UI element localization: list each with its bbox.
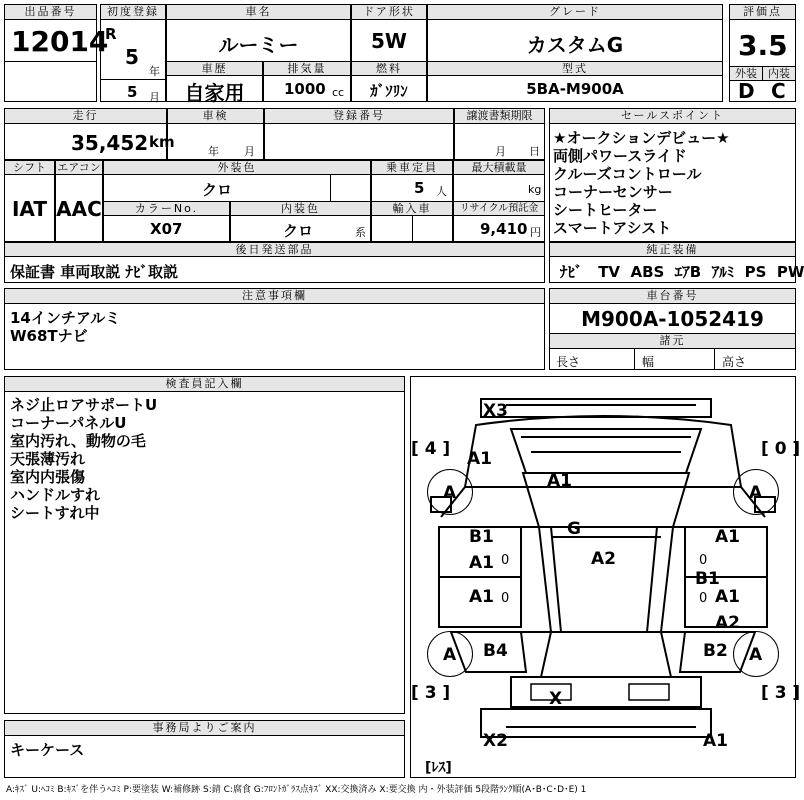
year-unit: 年 — [208, 145, 219, 158]
grade: カスタムG — [526, 33, 624, 57]
grade-box — [427, 4, 723, 62]
model-box — [427, 61, 723, 102]
month-unit: 月 — [244, 145, 255, 158]
yen-unit: 円 — [530, 226, 541, 239]
recycle-fee: 9,410 — [480, 220, 528, 238]
mark-door-fr: A1 — [715, 527, 740, 547]
tire-rear-left: [ 3 ] — [411, 683, 451, 703]
equipment-item: ﾅﾋﾞ — [560, 263, 583, 281]
mark-roof: G — [567, 519, 581, 539]
reg-month: 5 — [127, 83, 138, 101]
color-no-box — [103, 201, 230, 242]
history-label: 車歴 — [166, 61, 263, 76]
capacity-box — [371, 160, 453, 202]
score-value: 3.5 — [738, 29, 788, 62]
mark-door-fl-b: B1 — [469, 527, 494, 547]
exterior-grade: D — [738, 79, 755, 103]
model-code: 5BA-M900A — [526, 80, 624, 98]
inspector-line: シートすれ中 — [10, 504, 100, 522]
history: 自家用 — [184, 81, 245, 105]
transfer-box — [454, 108, 545, 160]
divider — [330, 175, 331, 202]
notes-box — [4, 288, 545, 370]
shift: IAT — [11, 197, 47, 221]
reg-year: 5 — [125, 45, 139, 69]
mileage-box — [4, 108, 175, 160]
divider — [412, 216, 413, 242]
inspector-box — [4, 376, 405, 714]
aircon-label: エアコン — [55, 160, 103, 175]
sales-point: 両側パワースライド — [553, 147, 687, 165]
car-diagram — [410, 376, 801, 778]
inspector-line: 室内汚れ、動物の毛 — [10, 432, 146, 450]
grade-label: グレード — [427, 4, 723, 20]
chassis-label: 車台番号 — [549, 288, 796, 304]
capacity-label: 乗車定員 — [371, 160, 453, 175]
mark-roof-rear: A2 — [591, 549, 616, 569]
import-label: 輸入車 — [371, 201, 453, 216]
mark-zero: 0 — [699, 591, 708, 606]
mark-door-rr: A1 — [715, 587, 740, 607]
aircon: AAC — [56, 197, 102, 221]
tire-front-left: [ 4 ] — [411, 439, 451, 459]
sales-point: スマートアシスト — [553, 219, 672, 237]
reg-no-box — [264, 108, 454, 160]
shift-box — [4, 160, 55, 242]
chassis-box — [549, 288, 796, 370]
inspector-lines — [10, 396, 157, 522]
interior-label: 内装 — [762, 66, 796, 81]
specs-label: 諸元 — [549, 333, 796, 349]
score-label: 評価点 — [729, 4, 796, 20]
recycle-label: リサイクル預託金 — [453, 201, 545, 216]
history-box — [166, 61, 263, 105]
door-box — [351, 4, 427, 62]
inspector-line: コーナーパネルU — [10, 414, 127, 432]
inspector-line: ネジ止ロアサポートU — [10, 396, 158, 414]
mark-door-rl: A1 — [469, 587, 494, 607]
divider — [714, 349, 715, 369]
width-label: 幅 — [642, 355, 655, 369]
height-label: 高さ — [722, 355, 747, 369]
mark-fender-left: A1 — [467, 449, 492, 469]
note-line: W68Tナビ — [10, 327, 88, 345]
fuel-label: 燃料 — [351, 61, 427, 76]
mark-wheel-fl: A — [443, 483, 457, 503]
max-load-label: 最大積載量 — [453, 160, 545, 175]
door-label: ドア形状 — [351, 4, 427, 20]
mark-hood: A1 — [547, 471, 572, 491]
inspector-label: 検査員記入欄 — [4, 376, 405, 392]
km-unit: km — [149, 133, 175, 151]
divider — [101, 79, 165, 80]
chassis-number: M900A-1052419 — [581, 307, 764, 331]
later-parts-box — [4, 242, 545, 283]
later-parts: 保証書 車両取説 ﾅﾋﾞ取説 — [10, 263, 178, 281]
legend: A:ｷｽﾞ U:ﾍｺﾐ B:ｷｽﾞを伴うﾍｺﾐ P:要塗装 W:補修跡 S:錆 C:腐食 G:ﾌﾛﾝﾄｶﾞﾗｽ点ｷｽﾞ XX:交換済み X:要交換 内・外装評価 5段階ﾗﾝｸ順(A･B･C･D･E) 1 — [6, 785, 587, 795]
note-line: 14インチアルミ — [10, 309, 121, 327]
int-color-label: 内装色 — [230, 201, 371, 216]
import-box — [371, 201, 453, 242]
door-type: 5W — [371, 29, 407, 53]
kg-unit: kg — [528, 183, 542, 196]
month-unit: 月 — [149, 91, 160, 104]
score-box — [729, 4, 796, 102]
first-reg-box — [100, 4, 166, 102]
equipment-item: PW — [776, 263, 804, 281]
mark-door-fl-a: A1 — [469, 553, 494, 573]
lot-number: 12014 — [11, 25, 109, 58]
inspection-box — [167, 108, 264, 160]
equipment-label: 純正装備 — [549, 242, 796, 257]
ext-color-label: 外装色 — [103, 160, 371, 175]
shift-label: シフト — [4, 160, 55, 175]
month-unit: 月 — [495, 145, 506, 158]
exterior-label: 外装 — [729, 66, 763, 81]
color-no: X07 — [150, 220, 183, 238]
cc-unit: cc — [332, 86, 345, 99]
divider — [4, 61, 97, 62]
fuel: ｶﾞｿﾘﾝ — [370, 82, 408, 100]
car-outline — [411, 377, 795, 777]
mark-pillar-right: B1 — [695, 569, 720, 589]
notes-lines — [10, 309, 120, 345]
office-note: キーケース — [10, 741, 85, 759]
mark-zero: 0 — [501, 591, 510, 606]
ext-color-box — [103, 160, 371, 202]
divider — [634, 349, 635, 369]
era: R — [105, 25, 117, 43]
mark-zero: 0 — [699, 553, 708, 568]
equipment-item: PS — [744, 263, 767, 281]
sales-points-label: セールスポイント — [549, 108, 796, 124]
lot-box — [4, 4, 109, 102]
sales-point: コーナーセンサー — [553, 183, 673, 201]
later-parts-label: 後日発送部品 — [4, 242, 545, 257]
person-unit: 人 — [436, 185, 447, 198]
mark-zero: 0 — [501, 553, 510, 568]
spare-tire: [ﾚｽ] — [425, 760, 452, 776]
mark-wheel-rr: A — [749, 645, 763, 665]
inspection-label: 車検 — [167, 108, 264, 124]
int-color-box — [230, 201, 371, 242]
sales-point: シートヒーター — [553, 201, 658, 219]
car-name-label: 車名 — [166, 4, 351, 20]
sales-points-list — [553, 129, 730, 237]
color-suffix: 系 — [355, 226, 366, 239]
mark-wheel-fr: A — [749, 483, 763, 503]
capacity: 5 — [414, 179, 425, 197]
inspector-line: 室内内張傷 — [10, 468, 86, 486]
displacement: 1000 — [284, 80, 326, 98]
displacement-label: 排気量 — [263, 61, 351, 76]
notes-label: 注意事項欄 — [4, 288, 545, 304]
mark-rear-bumper-right: A1 — [703, 731, 728, 751]
sales-point: ★オークションデビュー★ — [553, 129, 730, 147]
equipment-list — [560, 261, 804, 282]
year-unit: 年 — [149, 65, 160, 78]
displacement-box — [263, 61, 351, 102]
sales-points-box — [549, 108, 796, 242]
mark-front-bumper: X3 — [483, 401, 508, 421]
equipment-item: ABS — [630, 263, 665, 281]
ext-color: クロ — [201, 181, 232, 199]
transfer-label: 譲渡書類期限 — [454, 108, 545, 124]
car-name: ルーミー — [218, 33, 299, 57]
equipment-box — [549, 242, 804, 283]
fuel-box — [351, 61, 427, 102]
day-unit: 日 — [529, 145, 540, 158]
int-color: クロ — [283, 222, 314, 240]
lot-label: 出品番号 — [4, 4, 97, 20]
car-name-box — [166, 4, 351, 62]
equipment-item: TV — [598, 263, 621, 281]
color-no-label: カラーNo. — [103, 201, 230, 216]
mark-quarter-r-a: A2 — [715, 613, 740, 633]
office-label: 事務局よりご案内 — [4, 720, 405, 736]
mark-rear-bumper-left: X2 — [483, 731, 508, 751]
mark-wheel-rl: A — [443, 645, 457, 665]
inspector-line: 天張薄汚れ — [10, 450, 86, 468]
mark-quarter-left: B4 — [483, 641, 508, 661]
equipment-item: ｴｱB — [674, 263, 702, 281]
mileage-label: 走行 — [4, 108, 167, 124]
model-label: 型式 — [427, 61, 723, 76]
equipment-item: ｱﾙﾐ — [711, 263, 735, 281]
tire-front-right: [ 0 ] — [761, 439, 801, 459]
mark-quarter-r-b: B2 — [703, 641, 728, 661]
tire-rear-right: [ 3 ] — [761, 683, 801, 703]
aircon-box — [55, 160, 103, 242]
length-label: 長さ — [556, 355, 581, 369]
inspector-line: ハンドルすれ — [10, 486, 101, 504]
reg-no-label: 登録番号 — [264, 108, 454, 124]
office-box — [4, 720, 405, 778]
mark-tail: X — [549, 689, 563, 709]
first-reg-label: 初度登録 — [100, 4, 166, 20]
mileage: 35,452 — [71, 131, 149, 155]
max-load-box — [453, 160, 545, 202]
sales-point: クルーズコントロール — [553, 165, 702, 183]
interior-grade: C — [771, 79, 786, 103]
recycle-box — [453, 201, 545, 242]
